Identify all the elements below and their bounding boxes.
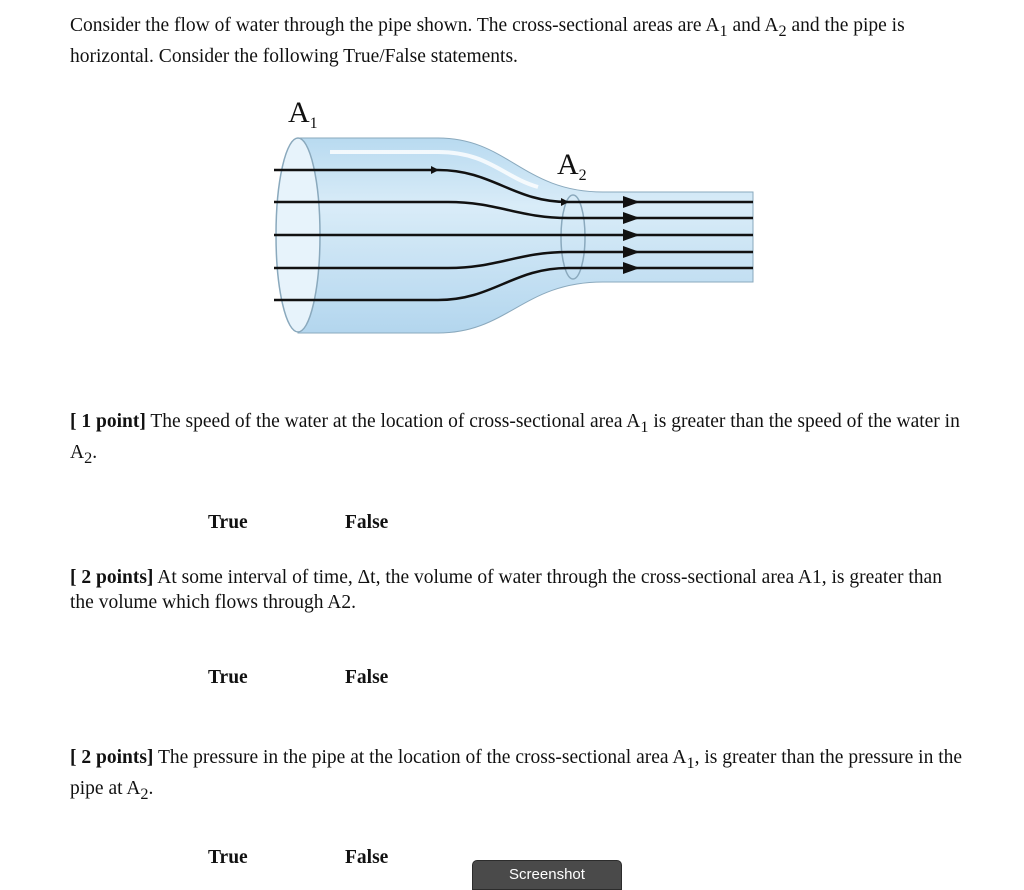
q1-false-option[interactable]: False <box>345 512 389 533</box>
q2-true-option[interactable]: True <box>208 667 248 688</box>
q1-true-option[interactable]: True <box>208 512 248 533</box>
label-a1: $A_1$ <box>288 96 318 132</box>
pipe-flow-figure <box>268 92 758 342</box>
question-2: [ 2 points] At some interval of time, Δt, the volume of water through the cross-sectional area A1, is greater than the volume which flows through A2. <box>70 567 942 613</box>
q2-false-option[interactable]: False <box>345 667 389 688</box>
q3-false-option[interactable]: False <box>345 847 389 868</box>
q3-true-option[interactable]: True <box>208 847 248 868</box>
label-a2: $A_2$ <box>557 148 587 184</box>
question-1: [ 1 point] The speed of the water at the location of cross-sectional area $A_1$ is greater than the speed of the water in $A_2$. <box>70 411 960 467</box>
screenshot-button[interactable]: Screenshot <box>472 860 622 890</box>
question-3: [ 2 points] The pressure in the pipe at the location of the cross-sectional area $A_1$, is greater than the pressure in the pipe at $A_2$. <box>70 747 963 803</box>
intro-paragraph: Consider the flow of water through the pipe shown. The cross-sectional areas are $A_1$ and $A_2$ and the pipe is horizontal. Consider the following True/False statements. <box>70 15 905 67</box>
